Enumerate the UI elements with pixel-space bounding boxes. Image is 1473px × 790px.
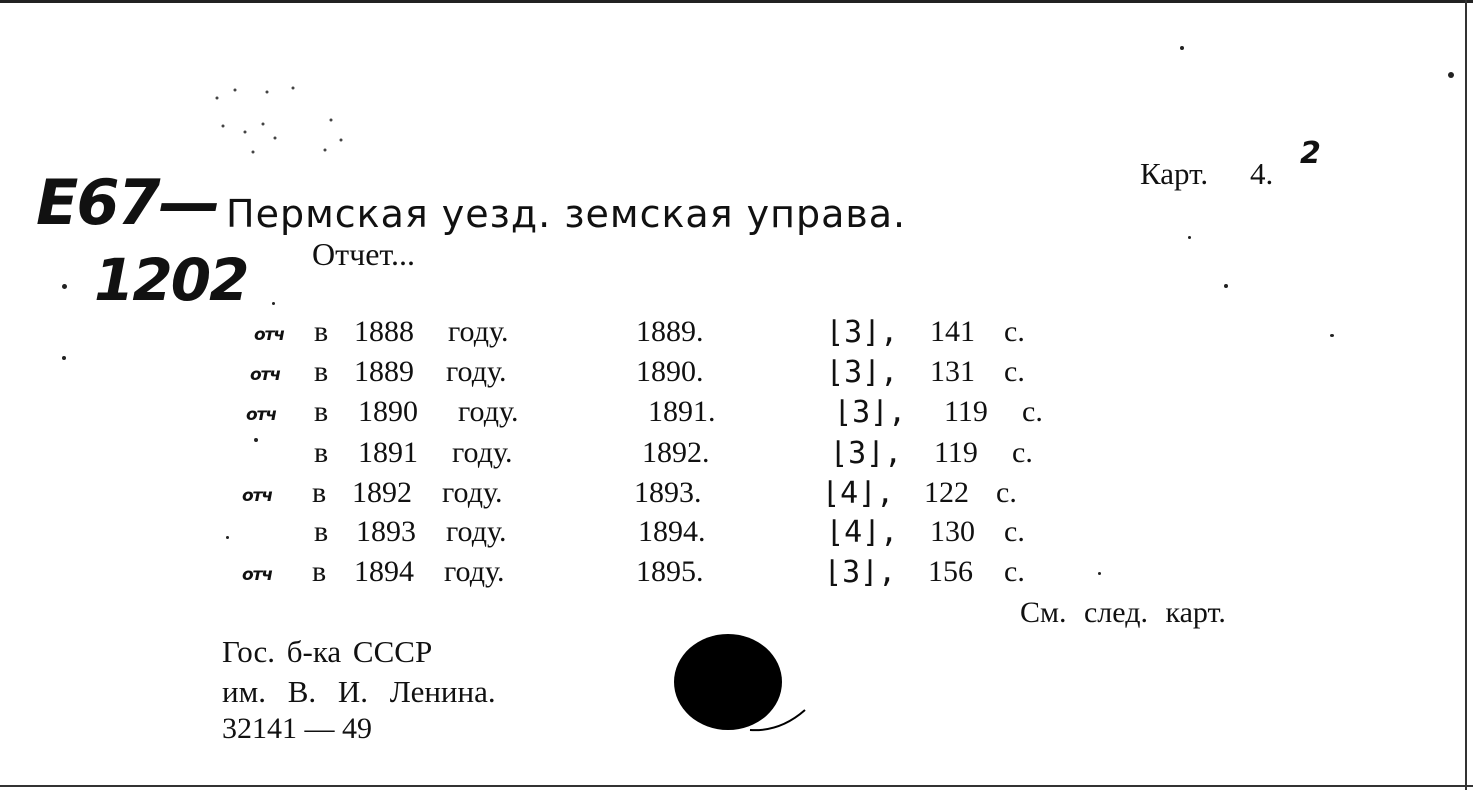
entry-prefix: в — [314, 395, 329, 428]
entry-published: 1891. — [648, 395, 716, 428]
card-number-handwritten: 2 — [1300, 136, 1319, 171]
library-line1: Гос. б-ка СССР — [222, 634, 433, 669]
entry-volume: ⌊3⌋, — [826, 315, 899, 350]
entry-year: 1893 — [356, 515, 416, 548]
entry-pages: 156 — [928, 555, 973, 588]
entry-published: 1889. — [636, 315, 704, 348]
punched-hole — [660, 626, 820, 746]
entry-volume: ⌊4⌋, — [826, 515, 899, 550]
entry-unit: с. — [1004, 555, 1025, 588]
entry-prefix: в — [312, 555, 327, 588]
entry-pages: 130 — [930, 515, 975, 548]
entry-row — [0, 555, 1100, 595]
entry-year: 1891 — [358, 436, 418, 469]
handwritten-mark: отч — [254, 325, 285, 345]
speck — [62, 284, 67, 289]
card-top-edge — [0, 0, 1473, 3]
entry-published: 1890. — [636, 355, 704, 388]
handwritten-mark: отч — [242, 486, 273, 506]
entry-unit: с. — [1004, 355, 1025, 388]
entry-published: 1893. — [634, 476, 702, 509]
speck — [226, 536, 229, 539]
speck — [1180, 46, 1184, 50]
entry-prefix: в — [314, 315, 329, 348]
speck — [1330, 334, 1334, 337]
entry-word: году. — [452, 436, 513, 469]
entry-year: 1890 — [358, 395, 418, 428]
entry-year: 1888 — [354, 315, 414, 348]
entry-row — [0, 395, 1100, 435]
entry-row — [0, 436, 1100, 476]
entry-volume: ⌊3⌋, — [834, 395, 907, 430]
entry-published: 1892. — [642, 436, 710, 469]
entry-prefix: в — [314, 515, 329, 548]
entry-word: году. — [444, 555, 505, 588]
card-bottom-edge — [0, 785, 1473, 787]
entry-published: 1895. — [636, 555, 704, 588]
speck — [62, 356, 66, 360]
entry-pages: 122 — [924, 476, 969, 509]
entry-prefix: в — [314, 355, 329, 388]
entry-prefix: в — [314, 436, 329, 469]
entry-volume: ⌊3⌋, — [824, 555, 897, 590]
card-right-edge — [1465, 0, 1467, 790]
see-next-card: См. след. карт. — [1020, 596, 1226, 629]
speck — [272, 302, 275, 305]
library-line3: 32141 — 49 — [222, 712, 372, 745]
entry-year: 1889 — [354, 355, 414, 388]
entry-word: году. — [458, 395, 519, 428]
entry-pages: 119 — [934, 436, 978, 469]
entry-word: году. — [448, 315, 509, 348]
entry-row — [0, 476, 1100, 516]
entry-prefix: в — [312, 476, 327, 509]
entry-row — [0, 515, 1100, 555]
call-number-line2: 1202 — [94, 246, 248, 314]
call-number-line1: E67— — [36, 166, 219, 239]
entry-word: году. — [446, 355, 507, 388]
entry-row — [0, 315, 1100, 355]
card-label: Карт. — [1140, 156, 1209, 191]
entry-volume: ⌊3⌋, — [830, 436, 903, 471]
author-heading: Пермская уезд. земская управа. — [226, 192, 907, 236]
handwritten-mark: отч — [246, 405, 277, 425]
handwritten-mark: отч — [242, 565, 273, 585]
library-line2: им. В. И. Ленина. — [222, 674, 496, 709]
entry-pages: 131 — [930, 355, 975, 388]
entry-year: 1894 — [354, 555, 414, 588]
entry-word: году. — [442, 476, 503, 509]
speck — [1098, 572, 1101, 575]
entry-word: году. — [446, 515, 507, 548]
speck — [254, 438, 258, 442]
hole-shape — [674, 634, 782, 730]
handwritten-mark: отч — [250, 365, 281, 385]
entry-year: 1892 — [352, 476, 412, 509]
entry-volume: ⌊4⌋, — [822, 476, 895, 511]
entry-volume: ⌊3⌋, — [826, 355, 899, 390]
entry-pages: 141 — [930, 315, 975, 348]
title-line: Отчет... — [312, 236, 415, 272]
entry-unit: с. — [1004, 315, 1025, 348]
entry-unit: с. — [996, 476, 1017, 509]
speck — [1224, 284, 1228, 288]
speck — [1448, 72, 1454, 78]
entry-unit: с. — [1004, 515, 1025, 548]
entry-unit: с. — [1012, 436, 1033, 469]
entry-unit: с. — [1022, 395, 1043, 428]
entry-published: 1894. — [638, 515, 706, 548]
speck-cluster — [205, 80, 355, 160]
entry-pages: 119 — [944, 395, 988, 428]
card-number: 4. — [1250, 156, 1274, 191]
speck — [1188, 236, 1191, 239]
entry-row — [0, 355, 1100, 395]
